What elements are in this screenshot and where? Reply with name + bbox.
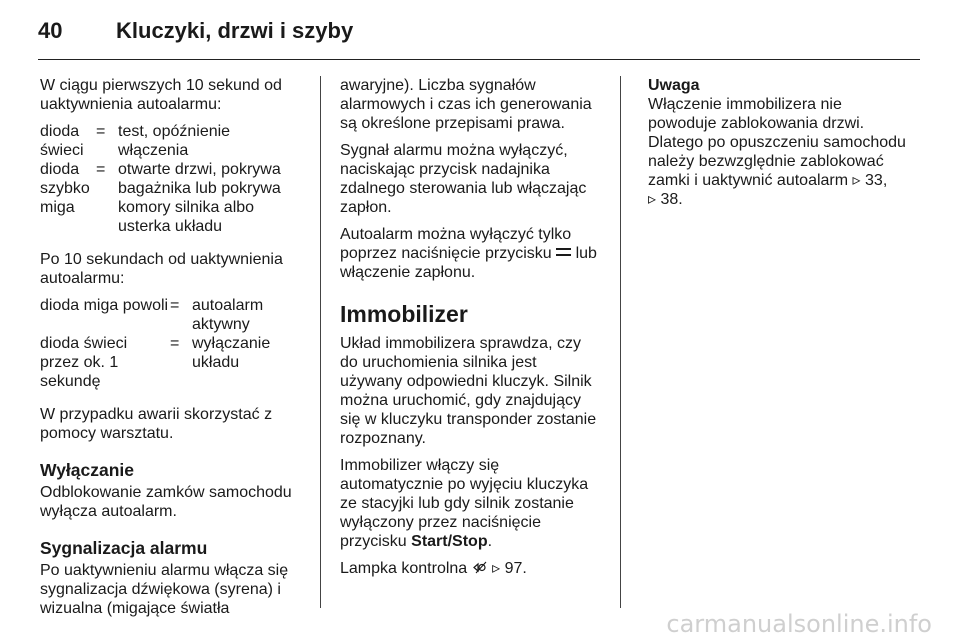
button-text-a: Autoalarm można wyłączyć tylko poprzez naciśnięcie przycisku: [340, 226, 572, 262]
signal-text: Po uaktywnieniu alarmu włącza się sygnalizacja dźwiękowa (syrena) i wizualna (migające światła: [40, 562, 289, 617]
column-1: [40, 76, 302, 626]
note-ref-1[interactable]: 33,: [865, 172, 888, 189]
header-divider: [38, 59, 920, 60]
disable-text: Odblokowanie zamków samochodu wyłącza autoalarm.: [40, 484, 292, 520]
continued-text: awaryjne). Liczba sygnałów alarmowych i czas ich generowania są określone przepisami prawa.: [340, 77, 592, 132]
reference-arrow-icon: ▹: [492, 560, 501, 577]
note-body: Włączenie immobilizera nie powoduje zablokowania drzwi. Dlatego po opuszczeniu samochodu należy bezwzględnie zablokować zamki i uaktywnić autoalarm: [648, 96, 906, 189]
heading-immobilizer: Immobilizer: [340, 301, 468, 327]
intro-text: W ciągu pierwszych 10 sekund od uaktywnienia autoalarmu:: [40, 77, 282, 113]
equals-sign: =: [170, 335, 180, 352]
paragraph-button: [340, 225, 602, 282]
equals-sign: =: [96, 123, 106, 140]
paragraph-disable-alarm: Sygnał alarmu można wyłączyć, naciskając przycisk nadajnika zdalnego sterowania lub włączając zapłon.: [340, 142, 587, 216]
start-stop-label: Start/Stop: [411, 533, 488, 550]
definition-row: [40, 334, 302, 391]
definition-term: dioda świeci: [40, 123, 84, 159]
definition-list-1: [40, 122, 302, 236]
equals-sign: =: [96, 161, 106, 178]
note-text: [648, 95, 910, 209]
warning-lamp-text: [340, 559, 602, 578]
column-divider-1: [320, 76, 321, 608]
note-title: Uwaga: [648, 77, 700, 94]
failure-text: W przypadku awarii skorzystać z pomocy warsztatu.: [40, 406, 273, 442]
column-divider-2: [620, 76, 621, 608]
definition-row: [40, 296, 302, 334]
definition-term: dioda miga powoli: [40, 297, 169, 314]
page-header: [38, 18, 920, 58]
definition-list-2: [40, 296, 302, 391]
definition-term: dioda świeci przez ok. 1 sekundę: [40, 335, 128, 390]
note-ref-2[interactable]: 38.: [660, 191, 683, 208]
column-3: [648, 76, 910, 217]
lamp-label: Lampka kontrolna: [340, 560, 468, 577]
heading-signal: Sygnalizacja alarmu: [40, 538, 208, 558]
auto-text: Immobilizer włączy się automatycznie po wyjęciu kluczyka ze stacyjki lub gdy silnik zostanie wyłączony przez naciśnięcie przycisku: [340, 457, 589, 550]
reference-arrow-icon: ▹: [852, 172, 861, 189]
definition-row: [40, 160, 302, 236]
reference-arrow-icon: ▹: [648, 191, 657, 208]
page-title: Kluczyki, drzwi i szyby: [116, 18, 354, 43]
definition-desc: test, opóźnienie włączenia: [118, 123, 231, 159]
column-2: [340, 76, 602, 586]
button-text-b: lub włączenie zapłonu.: [340, 245, 597, 281]
equals-sign: =: [170, 297, 180, 314]
after-text: Po 10 sekundach od uaktywnienia autoalarmu:: [40, 251, 283, 287]
definition-term: dioda szybko miga: [40, 161, 90, 216]
lamp-page-ref[interactable]: 97.: [504, 560, 527, 577]
period: .: [487, 533, 493, 550]
definition-desc: wyłączanie układu: [192, 335, 271, 371]
definition-desc: otwarte drzwi, pokrywa bagażnika lub pokrywa komory silnika albo usterka układu: [118, 161, 281, 235]
page-number: 40: [38, 18, 63, 43]
immobilizer-text: Układ immobilizera sprawdza, czy do uruchomienia silnika jest używany odpowiedni kluczyk. Silnik można uruchomić, gdy znajdujący się w kluczyku transponder zostanie rozpoznany.: [340, 335, 597, 447]
lock-button-icon: [556, 248, 571, 256]
immobilizer-auto-text: [340, 456, 602, 551]
heading-disable: Wyłączanie: [40, 460, 135, 480]
definition-desc: autoalarm aktywny: [192, 297, 264, 333]
definition-row: [40, 122, 302, 160]
immobilizer-lamp-icon: [472, 561, 488, 574]
watermark: carmanualsonline.info: [666, 610, 932, 638]
